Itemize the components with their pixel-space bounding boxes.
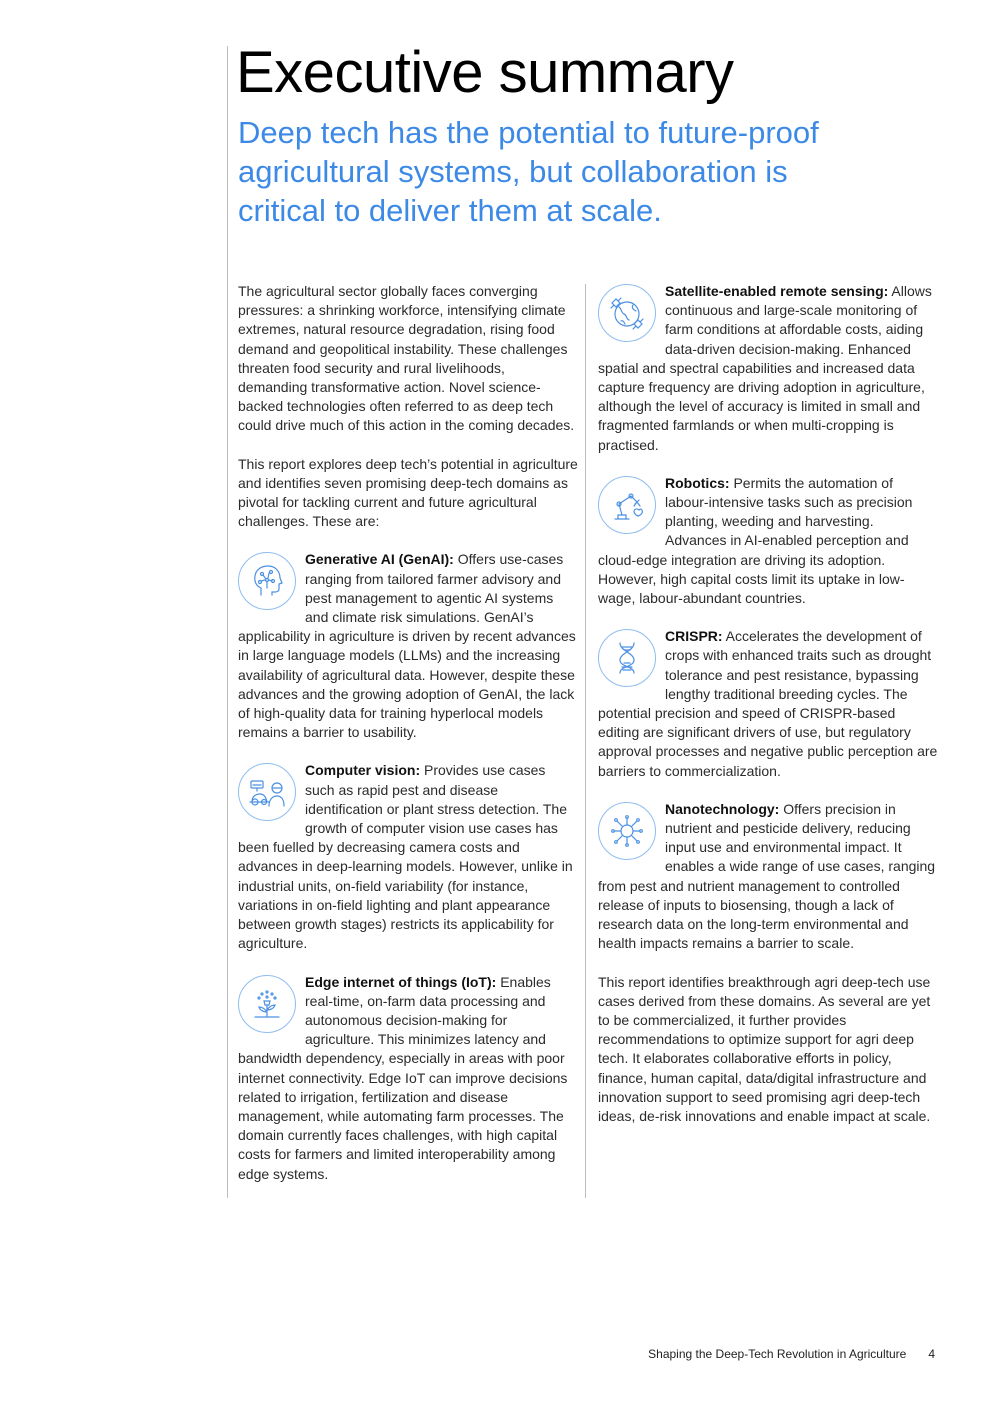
page-subtitle: Deep tech has the potential to future-proof agricultural systems, but collaboration is critical to deliver them at scale. xyxy=(238,115,819,228)
domain-heading: Robotics: xyxy=(665,474,730,491)
ai-head-icon xyxy=(238,552,296,610)
dna-icon xyxy=(598,629,656,687)
closing-paragraph: This report identifies breakthrough agri deep-tech use cases derived from these domains. As several are yet to be commercialized, it further provides recommendations to optimize support for agri deep tech. It elaborates collaborative efforts in policy, finance, human capital, data/digital infrastructure and innovation support to seed promising agri deep-tech ideas, de-risk innovations and enable impact at scale. xyxy=(598,973,931,1124)
computer-vision-icon xyxy=(238,763,296,821)
page-number: 4 xyxy=(928,1347,935,1361)
domain-description: Enables real-time, on-farm data processing and autonomous decision-making for agriculture. This minimizes latency and bandwidth dependency, especially in areas with poor internet connectivity. Edge IoT can improve decisions related to irrigation, fertilization and disease management, while automating farm processes. The domain currently faces challenges, with high capital costs for farmers and limited interoperability among edge systems. xyxy=(238,973,568,1182)
domain-robotics xyxy=(598,474,938,608)
domain-crispr xyxy=(598,627,938,781)
domain-description: Provides use cases such as rapid pest and disease identification or plant stress detection. The growth of computer vision use cases has been fuelled by decreasing camera costs and advances in deep-learning models. However, unlike in industrial units, on-field variability (for instance, variations in on-field lighting and plant appearance between growth stages) restricts its applicability for agriculture. xyxy=(238,762,573,952)
intro-paragraph: The agricultural sector globally faces converging pressures: a shrinking workforce, intensifying climate extremes, natural resource degradation, rising food demand and geopolitical instability. These challenges threaten food security and rural livelihoods, demanding transformative action. Novel science-backed technologies often referred to as deep tech could drive much of this action in the coming decades. xyxy=(238,283,575,434)
page-footer xyxy=(0,1347,935,1361)
domain-remote-sensing xyxy=(598,282,938,455)
edge-iot-icon xyxy=(238,975,296,1033)
domain-description: Offers use-cases ranging from tailored farmer advisory and pest management to agentic AI systems and climate risk simulations. GenAI’s applicability in agriculture is driven by recent advances in large language models (LLMs) and the increasing availability of agricultural data. However, despite these advances and the growing adoption of GenAI, the lack of high-quality data for training hyperlocal models remains a barrier to usability. xyxy=(238,551,576,741)
intro-paragraph-2: This report explores deep tech’s potential in agriculture and identifies seven promising deep-tech domains as pivotal for tackling current and future agricultural challenges. These are: xyxy=(238,455,578,530)
domain-description: Offers precision in nutrient and pesticide delivery, reducing input use and environmental impact. It enables a wide range of use cases, ranging from pest and nutrient management to controlled release of inputs to biosensing, though a lack of research data on the long-term environmental and health impacts remains a barrier to scale. xyxy=(598,800,936,952)
page-title: Executive summary xyxy=(236,40,734,105)
domain-heading: CRISPR: xyxy=(665,628,723,645)
left-column xyxy=(238,282,578,1203)
nanotech-icon xyxy=(598,802,656,860)
domain-description: Accelerates the development of crops with enhanced traits such as drought tolerance and pest resistance, bypassing lengthy traditional breeding cycles. The potential precision and speed of CRISPR-based editing are significant drivers of use, but regulatory approval processes and negative public perception are barriers to commercialization. xyxy=(598,628,938,779)
domain-description: Permits the automation of labour-intensive tasks such as precision planting, weeding and harvesting. Advances in AI-enabled perception and cloud-edge integration are driving its adoption. However, high capital costs limit its uptake in low-wage, labour-abundant countries. xyxy=(598,474,913,607)
robot-arm-icon xyxy=(598,476,656,534)
domain-edge-iot xyxy=(238,973,578,1184)
domain-computer-vision xyxy=(238,761,578,953)
domain-heading: Edge internet of things (IoT): xyxy=(305,973,497,990)
satellite-globe-icon xyxy=(598,284,656,342)
domain-genai xyxy=(238,550,578,742)
domain-nanotechnology xyxy=(598,800,938,954)
left-margin-rule xyxy=(227,46,228,1198)
domain-heading: Computer vision: xyxy=(305,762,421,779)
domain-heading: Generative AI (GenAI): xyxy=(305,551,454,568)
right-column xyxy=(598,282,938,1145)
domain-heading: Satellite-enabled remote sensing: xyxy=(665,283,889,299)
column-divider xyxy=(585,284,586,1198)
domain-heading: Nanotechnology: xyxy=(665,800,780,817)
footer-report-title: Shaping the Deep-Tech Revolution in Agriculture xyxy=(648,1347,907,1361)
domain-description: Allows continuous and large-scale monitoring of farm conditions at affordable costs, aiding data-driven decision-making. Enhanced spatial and spectral capabilities and increased data capture frequency are driving adoption in agriculture, although the level of accuracy is limited in small and fragmented farmlands or when multi-cropping is practised. xyxy=(598,283,932,453)
